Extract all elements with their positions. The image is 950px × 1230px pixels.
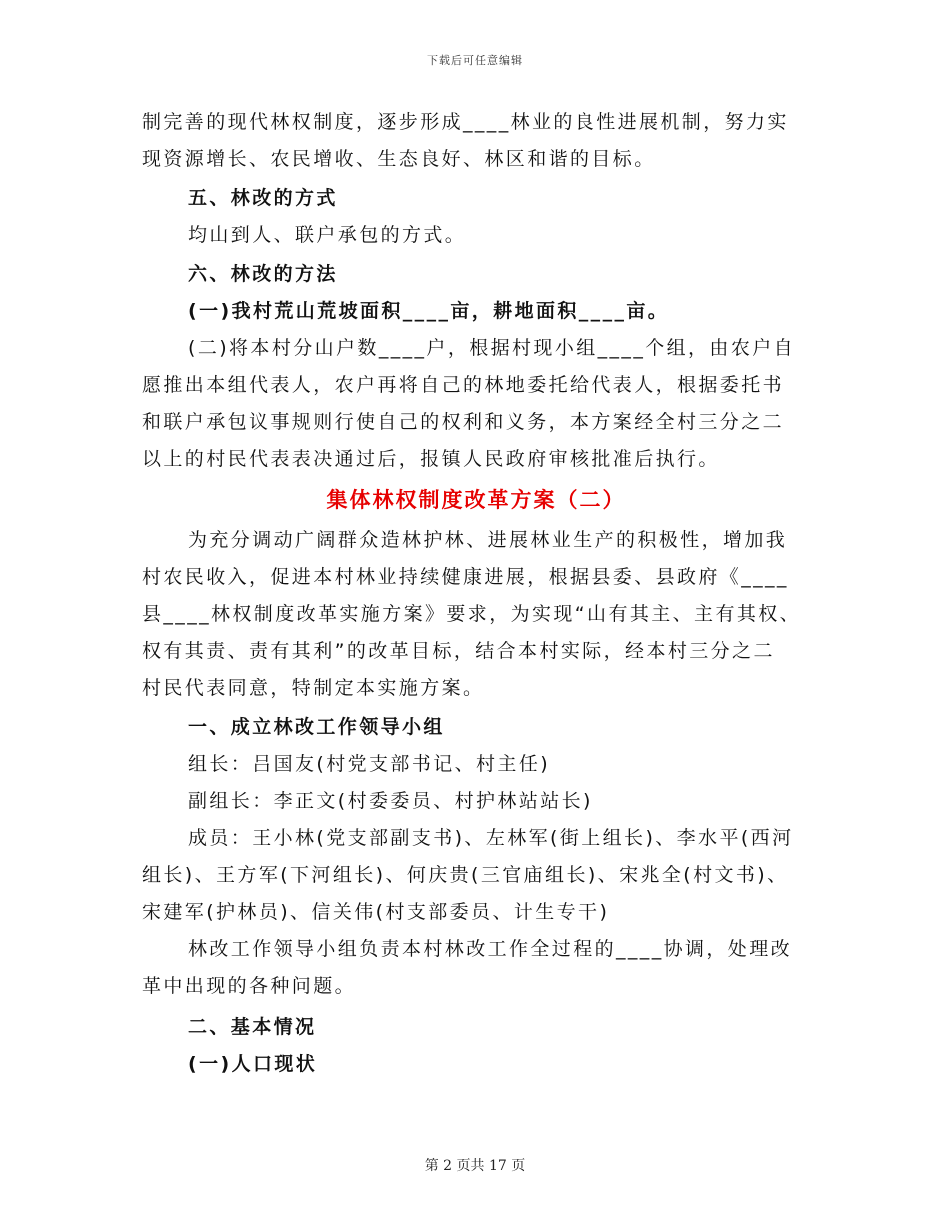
paragraph-line: (二)将本村分山户数____户，根据村现小组____个组，由农户自 (188, 337, 796, 359)
leader-line: 组长：吕国友(村党支部书记、村主任) (188, 753, 551, 775)
paragraph-line: 愿推出本组代表人，农户再将自己的林地委托给代表人，根据委托书 (142, 374, 785, 396)
paragraph-line: 村农民收入，促进本村林业持续健康进展，根据县委、县政府《____ (142, 566, 789, 588)
paragraph-line: 权有其责、责有其利”的改革目标，结合本村实际，经本村三分之二 (142, 640, 775, 662)
paragraph-line: 制完善的现代林权制度，逐步形成____林业的良性进展机制，努力实 (142, 111, 789, 133)
paragraph-line: 县____林权制度改革实施方案》要求，为实现“山有其主、主有其权、 (142, 603, 802, 625)
section-heading-6: 六、林改的方法 (188, 263, 338, 285)
paragraph-line: 和联户承包议事规则行使自己的权利和义务，本方案经全村三分之二 (142, 411, 785, 433)
page-header: 下载后可任意编辑 (427, 54, 523, 67)
subsection-line-1: (一)我村荒山荒坡面积____亩，耕地面积____亩。 (188, 300, 670, 322)
deputy-leader-line: 副组长：李正文(村委委员、村护林站站长) (188, 790, 593, 812)
paragraph-line: 革中出现的各种问题。 (142, 975, 357, 997)
paragraph-line: 现资源增长、农民增收、生态良好、林区和谐的目标。 (142, 148, 656, 170)
subsection-population: (一)人口现状 (188, 1053, 318, 1075)
paragraph-line: 村民代表同意，特制定本实施方案。 (142, 677, 485, 699)
members-line: 组长)、王方军(下河组长)、何庆贵(三官庙组长)、宋兆全(村文书)、 (142, 864, 789, 886)
paragraph-line: 以上的村民代表表决通过后，报镇人民政府审核批准后执行。 (142, 448, 720, 470)
section-heading-2: 二、基本情况 (188, 1016, 317, 1038)
page-footer: 第 2 页共 17 页 (424, 1158, 526, 1174)
section-heading-5: 五、林改的方式 (188, 187, 338, 209)
paragraph-line: 均山到人、联户承包的方式。 (188, 224, 467, 246)
paragraph-line: 为充分调动广阔群众造林护林、进展林业生产的积极性，增加我 (188, 529, 788, 551)
document-title: 集体林权制度改革方案（二） (326, 488, 626, 512)
members-line: 宋建军(护林员)、信关伟(村支部委员、计生专干) (142, 901, 610, 923)
members-line: 成员：王小林(党支部副支书)、左林军(街上组长)、李水平(西河 (188, 827, 794, 849)
document-body (142, 104, 810, 1083)
paragraph-line: 林改工作领导小组负责本村林改工作全过程的____协调，处理改 (188, 938, 793, 960)
section-heading-1: 一、成立林改工作领导小组 (188, 716, 445, 738)
